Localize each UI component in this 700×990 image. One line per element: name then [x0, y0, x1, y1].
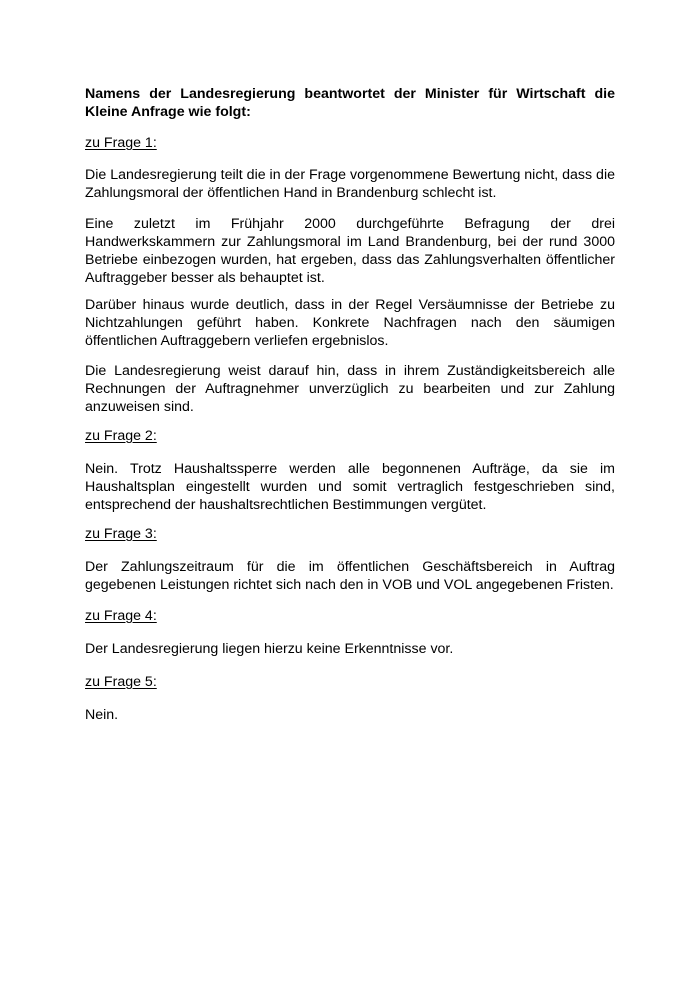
answer-3-paragraph-1: Der Zahlungszeitraum für die im öffentlichen Geschäftsbereich in Auftrag gegebenen Leistungen richtet sich nach den in VOB und VOL angegebenen Fristen.: [85, 559, 615, 593]
question-3-label: zu Frage 3:: [85, 526, 157, 542]
answer-1-paragraph-1: Die Landesregierung teilt die in der Frage vorgenommene Bewertung nicht, dass die Zahlungsmoral der öffentlichen Hand in Brandenburg schlecht ist.: [85, 167, 615, 201]
question-2-label: zu Frage 2:: [85, 428, 157, 444]
question-1-label: zu Frage 1:: [85, 135, 157, 151]
answer-1-paragraph-2: Eine zuletzt im Frühjahr 2000 durchgeführte Befragung der drei Handwerkskammern zur Zahlungsmoral im Land Brandenburg, bei der rund 3000 Betriebe einbezogen wurden, hat ergeben, dass das Zahlungsverhalten öffentlicher Auftraggeber besser als behauptet ist.: [85, 216, 615, 286]
question-5-label: zu Frage 5:: [85, 674, 157, 690]
answer-2-paragraph-1: Nein. Trotz Haushaltssperre werden alle begonnenen Aufträge, da sie im Haushaltsplan eingestellt wurden und somit vertraglich festgeschrieben sind, entsprechend der haushaltsrechtlichen Bestimmungen vergütet.: [85, 461, 615, 513]
answer-4-paragraph-1: Der Landesregierung liegen hierzu keine Erkenntnisse vor.: [85, 641, 454, 657]
intro-heading: Namens der Landesregierung beantwortet der Minister für Wirtschaft die Kleine Anfrage wie folgt:: [85, 86, 615, 120]
answer-5-paragraph-1: Nein.: [85, 707, 119, 723]
answer-1-paragraph-3: Darüber hinaus wurde deutlich, dass in der Regel Versäumnisse der Betriebe zu Nichtzahlungen geführt haben. Konkrete Nachfragen nach den säumigen öffentlichen Auftraggebern verliefen ergebnislos.: [85, 297, 615, 349]
answer-1-paragraph-4: Die Landesregierung weist darauf hin, dass in ihrem Zuständigkeitsbereich alle Rechnungen der Auftragnehmer unverzüglich zu bearbeiten und zur Zahlung anzuweisen sind.: [85, 363, 615, 415]
question-4-label: zu Frage 4:: [85, 608, 157, 624]
